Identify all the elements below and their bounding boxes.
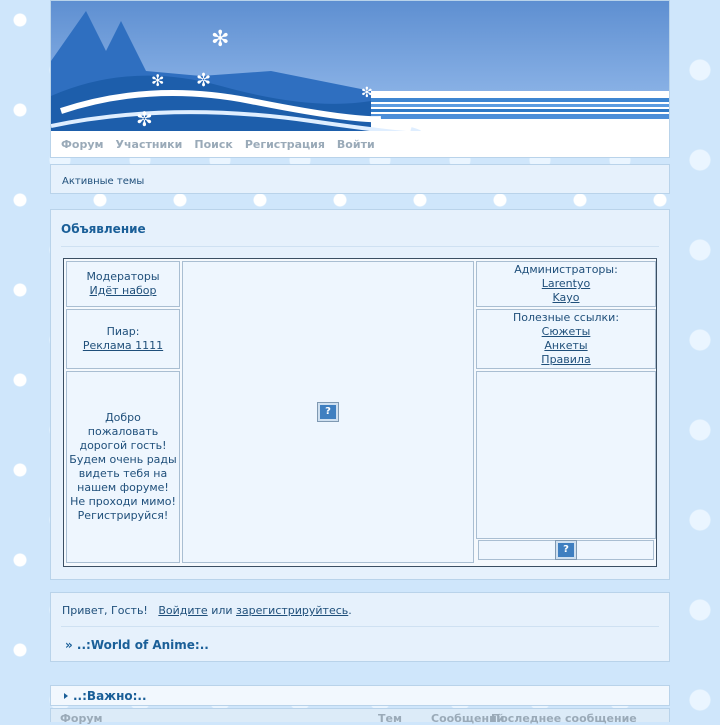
greeting-text: Добро пожаловать дорогой гость! Будем очень рады видеть тебя на нашем форуме! Не проходи мимо! Регистрируйся!: [69, 411, 177, 522]
category-title[interactable]: ..:Важно:..: [73, 689, 147, 703]
right-empty-cell: [476, 371, 656, 539]
nav-register[interactable]: Регистрация: [244, 138, 325, 151]
arrow-right-icon: [64, 693, 68, 699]
link-rules[interactable]: Правила: [541, 353, 591, 366]
svg-text:✼: ✼: [196, 70, 212, 91]
svg-text:✻: ✻: [151, 71, 165, 90]
forum-title[interactable]: » ..:World of Anime:..: [65, 638, 209, 652]
link-profiles[interactable]: Анкеты: [544, 339, 588, 352]
header-banner: [50, 0, 670, 158]
moderators-label: Модераторы: [86, 270, 160, 283]
category-header: [50, 685, 670, 706]
admins-label: Администраторы:: [514, 263, 618, 276]
link-plots[interactable]: Сюжеты: [541, 325, 591, 338]
active-topics-link[interactable]: Активные темы: [62, 176, 145, 187]
breadcrumb: [50, 164, 670, 194]
announcement-title: Объявление: [61, 222, 146, 236]
center-image-cell: [182, 261, 474, 563]
useful-links-cell: [476, 309, 656, 369]
moderators-cell: [66, 261, 180, 307]
admin-link-kayo[interactable]: Kayo: [552, 291, 580, 304]
pr-cell: [66, 309, 180, 369]
greeting-cell: [66, 371, 180, 563]
pr-label: Пиар:: [106, 325, 140, 338]
page: [50, 0, 670, 725]
admins-cell: [476, 261, 656, 307]
nav-search[interactable]: Поиск: [194, 138, 233, 151]
question-icon: ?: [556, 541, 576, 559]
or-text: или: [211, 604, 233, 617]
register-link[interactable]: зарегистрируйтесь: [236, 604, 349, 617]
svg-text:✼: ✼: [136, 107, 153, 131]
col-last-post: Последнее сообщение: [491, 712, 637, 725]
pr-link[interactable]: Реклама 1111: [82, 339, 164, 352]
svg-text:✻: ✻: [211, 27, 230, 52]
col-forum: Форум: [60, 712, 103, 725]
welcome-panel: [50, 592, 670, 662]
announcement-table: [63, 258, 657, 567]
svg-text:✻: ✻: [361, 85, 373, 101]
nav-forum[interactable]: Форум: [61, 138, 104, 151]
winter-banner-image: [51, 1, 669, 131]
divider: [61, 626, 659, 627]
hello-text: Привет, Гость!: [62, 604, 148, 617]
nav-login[interactable]: Войти: [336, 138, 375, 151]
useful-links-label: Полезные ссылки:: [512, 311, 620, 324]
divider: [61, 246, 659, 247]
admin-link-larentyo[interactable]: Larentyo: [541, 277, 591, 290]
right-image-cell: [478, 540, 654, 560]
col-posts: Сообщений: [431, 712, 505, 725]
dot-text: .: [348, 604, 352, 617]
announcement-panel: [50, 209, 670, 580]
welcome-line: [62, 604, 352, 617]
moderators-link[interactable]: Идёт набор: [89, 284, 157, 297]
login-link[interactable]: Войдите: [158, 604, 208, 617]
col-topics: Тем: [378, 712, 402, 725]
nav-users[interactable]: Участники: [115, 138, 183, 151]
question-icon: ?: [318, 403, 338, 421]
main-nav: [55, 138, 381, 151]
